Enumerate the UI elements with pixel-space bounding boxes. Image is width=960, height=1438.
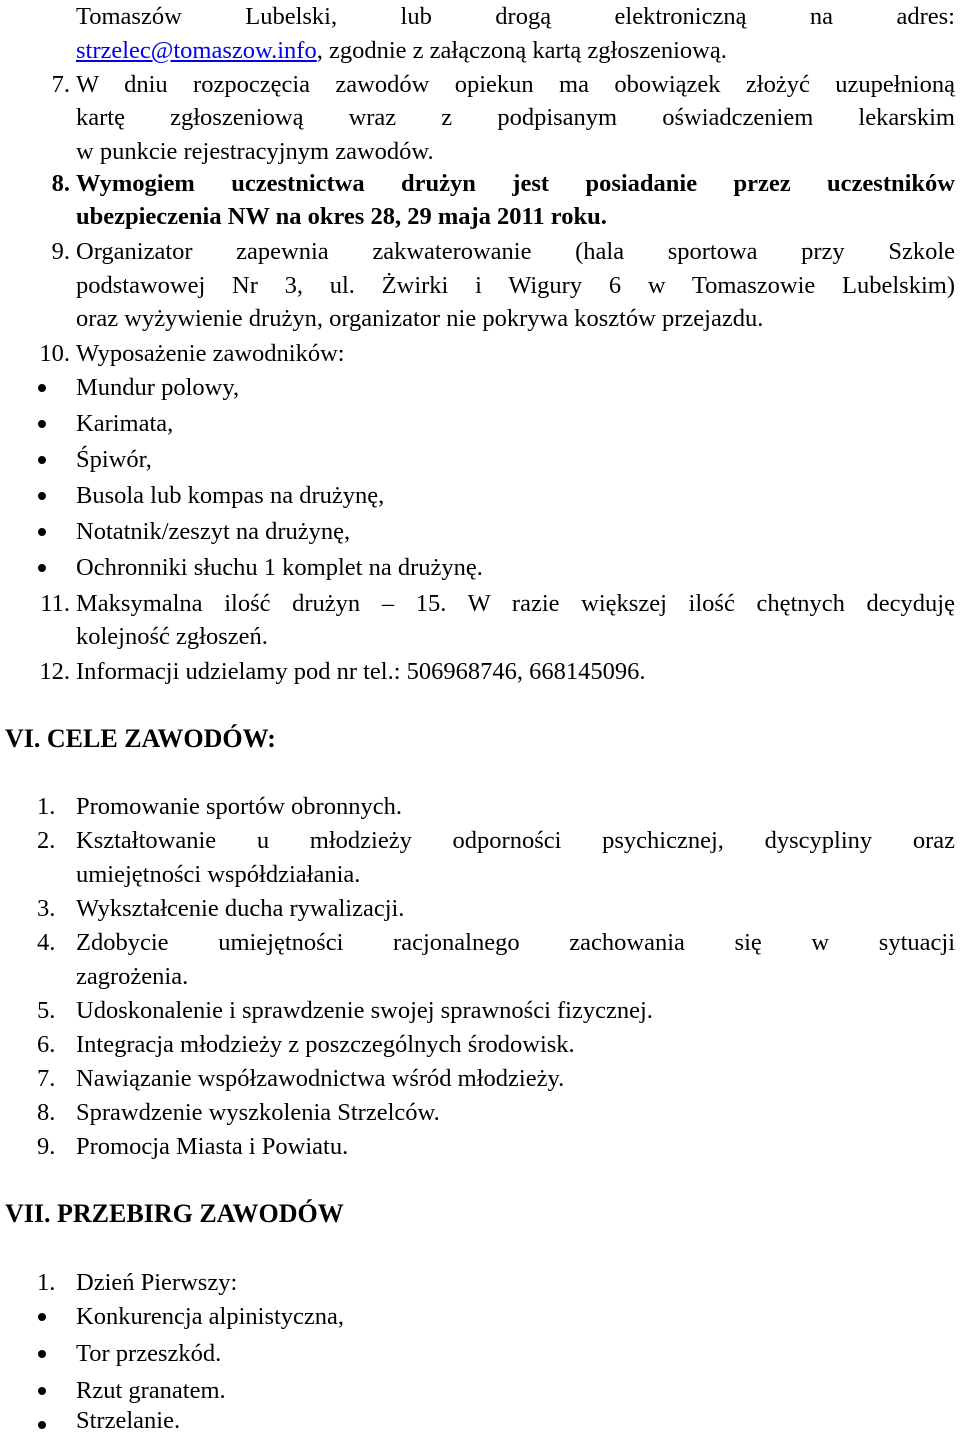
rule-8-line-1: Wymogiem uczestnictwa drużyn jest posiadanie przez uczestników [76,170,955,197]
rule-7-line-2: kartę zgłoszeniową wraz z podpisanym oświadczeniem lekarskim [76,104,955,131]
equipment-item: Busola lub kompas na drużynę, [76,482,385,509]
rule-8-line-2: ubezpieczenia NW na okres 28, 29 maja 2011 roku. [76,203,607,230]
rule-12-number: 12. [39,658,70,685]
rule-8-number: 8. [51,170,70,197]
rule-7-line-3: w punkcie rejestracyjnym zawodów. [76,138,434,165]
rule-11-line-2: kolejność zgłoszeń. [76,623,268,650]
goal-number: 9. [37,1133,56,1160]
goal-number: 3. [37,895,56,922]
rule-11-number: 11. [40,590,70,617]
rule-7-line-1: W dniu rozpoczęcia zawodów opiekun ma obowiązek złożyć uzupełnioną [76,71,955,98]
rule-9-line-3: oraz wyżywienie drużyn, organizator nie pokrywa kosztów przejazdu. [76,305,764,332]
goal-line: Zdobycie umiejętności racjonalnego zachowania się w sytuacji [76,929,955,956]
goal-line: Kształtowanie u młodzieży odporności psychicznej, dyscypliny oraz [76,827,955,854]
rule-10-number: 10. [39,340,70,367]
bullet-icon [38,456,46,464]
goal-number: 8. [37,1099,56,1126]
goal-line: umiejętności współdziałania. [76,861,361,888]
intro-line-2 [76,34,955,68]
bullet-icon [38,1421,46,1429]
day-label: Dzień Pierwszy: [76,1269,238,1296]
goal-number: 5. [37,997,56,1024]
equipment-item: Śpiwór, [76,446,152,473]
bullet-icon [38,384,46,392]
goal-number: 6. [37,1031,56,1058]
rule-9-number: 9. [51,238,70,265]
goal-number: 7. [37,1065,56,1092]
rule-11-line-1: Maksymalna ilość drużyn – 15. W razie większej ilość chętnych decyduję [76,590,955,617]
goal-line: Wykształcenie ducha rywalizacji. [76,895,405,922]
competition-item: Konkurencja alpinistyczna, [76,1303,345,1330]
goal-line: Promowanie sportów obronnych. [76,793,402,820]
rule-12-line-1: Informacji udzielamy pod nr tel.: 506968746, 668145096. [76,658,646,685]
goal-line: zagrożenia. [76,963,189,990]
equipment-item: Ochronniki słuchu 1 komplet na drużynę. [76,554,483,581]
day-number: 1. [37,1269,56,1296]
email-link[interactable]: strzelec@tomaszow.info [76,37,317,64]
bullet-icon [38,492,46,500]
bullet-icon [38,1350,46,1358]
rule-9-line-1: Organizator zapewnia zakwaterowanie (hala sportowa przy Szkole [76,238,955,265]
intro-line-2-rest: , zgodnie z załączoną kartą zgłoszeniową. [316,37,727,64]
goal-line: Udoskonalenie i sprawdzenie swojej sprawności fizycznej. [76,997,653,1024]
intro-line-1: Tomaszów Lubelski, lub drogą elektroniczną na adres: [76,3,955,30]
bullet-icon [38,420,46,428]
goal-line: Nawiązanie współzawodnictwa wśród młodzieży. [76,1065,565,1092]
equipment-item: Notatnik/zeszyt na drużynę, [76,518,351,545]
section-7-heading: VII. PRZEBIRG ZAWODÓW [5,1199,344,1228]
bullet-icon [38,528,46,536]
competition-item: Rzut granatem. [76,1377,226,1404]
rule-9-line-2: podstawowej Nr 3, ul. Żwirki i Wigury 6 w Tomaszowie Lubelskim) [76,272,955,299]
bullet-icon [38,564,46,572]
goal-number: 2. [37,827,56,854]
bullet-icon [38,1313,46,1321]
competition-item: Strzelanie. [76,1407,181,1434]
competition-item: Tor przeszkód. [76,1340,222,1367]
goal-line: Integracja młodzieży z poszczególnych środowisk. [76,1031,575,1058]
section-6-heading: VI. CELE ZAWODÓW: [5,724,276,753]
rule-10-line-1: Wyposażenie zawodników: [76,340,345,367]
goal-number: 4. [37,929,56,956]
goal-number: 1. [37,793,56,820]
equipment-item: Karimata, [76,410,174,437]
rule-7-number: 7. [51,71,70,98]
goal-line: Sprawdzenie wyszkolenia Strzelców. [76,1099,440,1126]
goal-line: Promocja Miasta i Powiatu. [76,1133,349,1160]
equipment-item: Mundur polowy, [76,374,240,401]
bullet-icon [38,1387,46,1395]
